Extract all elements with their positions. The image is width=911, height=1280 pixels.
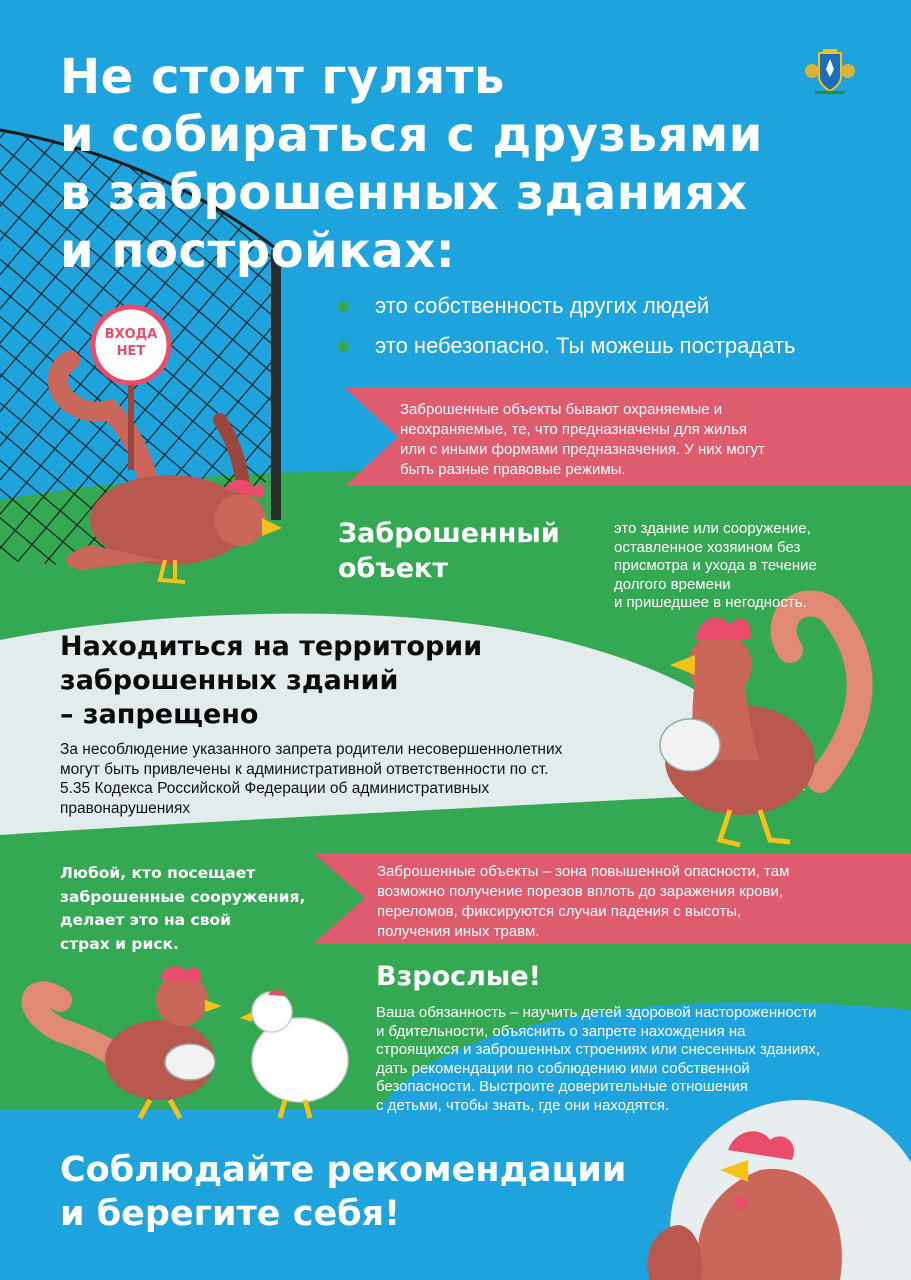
pink-box-2-text [377,862,902,942]
text-line: правонарушениях [60,799,191,817]
footer-line: и берегите себя! [60,1194,401,1234]
text-line: заброшенные сооружения, [60,887,306,906]
adults-heading: Взрослые! [376,961,541,992]
text-line: безопасности. Выстроите доверительные отношения [376,1078,748,1095]
text-line: Заброшенные объекты бывают охраняемые и [400,401,723,418]
pink-box-1-text [400,400,905,480]
heading-line: Находиться на территории [60,631,483,662]
page-title [60,48,820,280]
sign-line: ВХОДА [104,327,158,342]
footer-slogan [60,1148,660,1236]
text-line: и пришедшее в негодность. [614,594,807,611]
text-line: присмотра и ухода в течение [614,557,817,574]
text-line: дать рекомендации по соблюдению ими собственной [376,1059,750,1077]
title-line: и постройках: [60,223,456,279]
text-line: неохраняемые, те, что предназначены для жилья [400,421,748,438]
text-line: Любой, кто посещает [60,864,256,882]
text-line: долгого времени [614,575,731,593]
prohibition-heading [60,630,580,732]
definition-term [338,516,608,586]
term-line: Заброшенный [338,518,560,549]
title-line: и собираться с друзьями [60,107,763,163]
list-item [338,328,898,364]
text-line: с детьми, чтобы знать, где они находятся. [376,1096,670,1114]
text-line: получения иных травм. [377,923,540,940]
bullet-text: это небезопасно. Ты можешь пострадать [375,333,796,358]
text-line: переломов, фиксируются случаи падения с высоты, [377,903,742,920]
text-line: За несоблюдение указанного запрета родители несовершеннолетних [60,741,563,758]
bullet-list [338,288,898,368]
fence-post [271,250,281,520]
text-line: Ваша обязанность – научить детей здоровой настороженности [376,1004,817,1021]
heading-line: – запрещено [60,699,259,730]
bullet-text: это собственность других людей [375,293,710,318]
prohibition-text [60,740,620,818]
text-line: оставленное хозяином без [614,538,801,556]
title-line: в заброшенных зданиях [60,165,748,221]
text-line: строящихся и заброшенных строениях или снесенных зданиях, [376,1041,821,1058]
adults-text [376,1004,876,1115]
text-line: возможно получение порезов вплоть до заражения крови, [377,883,784,900]
heading-line: заброшенных зданий [60,665,399,696]
title-line: Не стоит гулять [60,49,505,105]
text-line: делает это на свой [60,911,232,929]
text-line: Заброшенные объекты – зона повышенной опасности, там [377,863,790,880]
sign-line: НЕТ [116,344,146,359]
text-line: и бдительности, объяснить о запрете нахождения на [376,1022,746,1040]
term-line: объект [338,553,448,584]
text-line: страх и риск. [60,934,179,953]
text-line: 5.35 Кодекса Российской Федерации об административных [60,780,490,797]
sign-text [93,326,169,360]
text-line: могут быть привлечены к административной ответственности по ст. [60,760,549,778]
definition-text [614,520,874,613]
text-line: быть разные правовые режимы. [400,461,626,478]
footer-line: Соблюдайте рекомендации [60,1150,627,1190]
list-item [338,288,898,324]
bullet-dot-icon [338,341,349,352]
risk-text [60,862,330,956]
text-line: это здание или сооружение, [614,520,811,537]
bullet-dot-icon [338,301,349,312]
text-line: или с иными формами предназначения. У них могут [400,441,765,458]
